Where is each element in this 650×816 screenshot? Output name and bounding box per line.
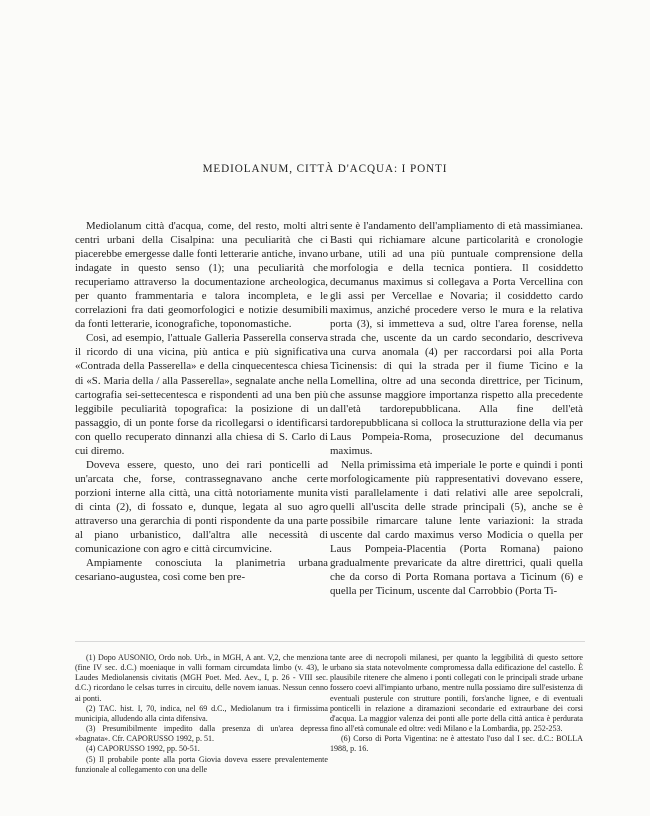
footnotes-left-column [75,653,328,775]
footnote-continuation: tante aree di necropoli milanesi, per quanto la leggibilità di questo settore urbano sia stata notevolmente compromessa dalla edificazione del castello. È plausibile ritenere che almeno i ponti collegati con le principali strade urbane fossero coevi all'impianto urbano, mentre nulla possiamo dire sull'esistenza di eventuali pusterule con strutture pontili, fors'anche lignee, e di eventuali ponticelli in relazione a diramazioni secondarie ed extraurbane dei corsi d'acqua. La maggior valenza dei ponti alle porte della città antica è perdurata fino all'età comunale ed oltre: vedi Milano e la Lombardia, pp. 252-253. [330,653,583,734]
paragraph-continuation: sente è l'andamento dell'ampliamento di età massimianea. Basti qui richiamare alcune particolarità e cronologie urbane, utili ad una più puntuale comprensione della morfologia e della tecnica pontiera. Il cosiddetto decumanus maximus si collegava a Porta Vercellina con gli assi per Vercellae e Novaria; il cosiddetto cardo maximus, anziché procedere verso le mura e la relativa porta (3), si immetteva a sud, oltre l'area forense, nella strada che, uscente da un cardo secondario, descriveva una curva anomala (4) per raccordarsi poi alla Porta Ticinensis: di qui la strada per il fiume Ticino e la Lomellina, oltre ad una seconda direttrice, per Ticinum, che assunse maggiore importanza rispetto alla precedente dall'età tardorepubblicana. Alla fine dell'età tardorepubblicana si colloca la strutturazione della via per Laus Pompeia-Roma, prosecuzione del decumanus maximus. [330,220,583,457]
footnote: (3) Presumibilmente impedito dalla presenza di un'area depressa «bagnata». Cfr. CAPORUSSO 1992, p. 51. [75,724,328,744]
paragraph: Ampiamente conosciuta la planimetria urbana cesariano-augustea, così come ben pre- [75,557,328,584]
page-title: MEDIOLANUM, CITTÀ D'ACQUA: I PONTI [202,163,448,175]
footnote: (6) Corso di Porta Vigentina: ne è attestato l'uso dal I sec. d.C.: BOLLA 1988, p. 16. [330,734,583,754]
paragraph: Mediolanum città d'acqua, come, del resto, molti altri centri urbani della Cisalpina: una peculiarità che ci piacerebbe emergesse dalle fonti letterarie antiche, invano indagate in questo senso (1); una peculiarità che recuperiamo attraverso la documentazione archeologica, per quanto frammentaria e talora incompleta, e le correlazioni fra dati geomorfologici e notizie desumibili da fonti letterarie, iconografiche, toponomastiche. [75,220,328,331]
footnote-divider [75,641,585,642]
main-text-right-column [330,219,583,598]
main-text-left-column [75,219,328,584]
footnote: (1) Dopo AUSONIO, Ordo nob. Urb., in MGH, A ant. V,2, che menziona (fine IV sec. d.C.) moeniaque in valli formam circumdata limbo (v. 43), le Laudes Mediolanensis civitatis (MGH Poet. Med. Aev., I, p. 26 - VIII sec. d.C.) ricordano le celsas turres in circuitu, delle novem ianuas. Nessun cenno ai ponti. [75,653,328,703]
footnote: (5) Il probabile ponte alla porta Giovia doveva essere prevalentemente funzionale al collegamento con una delle [75,754,328,774]
footnote: (4) CAPORUSSO 1992, pp. 50-51. [86,744,200,754]
paragraph: Nella primissima età imperiale le porte e quindi i ponti morfologicamente più rappresentativi dovevano essere, visti parallelamente i dati relativi alle aree sepolcrali, quelli all'uscita delle strade principali (5), anche se è possibile rimarcare talune lente variazioni: la strada uscente dal cardo maximus verso Modicia o quella per Laus Pompeia-Placentia (Porta Romana) paiono gradualmente prevaricate da altre direttrici, quali quella che da corso di Porta Romana portava a Ticinum (6) e quella per Ticinum, uscente dal Carrobbio (Porta Ti- [330,458,583,598]
footnote: (2) TAC. hist. I, 70, indica, nel 69 d.C., Mediolanum tra i firmissima municipia, alludendo alla cinta difensiva. [75,703,328,723]
footnotes-right-column [330,653,583,755]
paragraph: Così, ad esempio, l'attuale Galleria Passerella conserva il ricordo di una vicina, più antica e più significativa «Contrada della Passerella» e della cinquecentesca chiesa di «S. Maria della / alla Passerella», segnalate anche nella cartografia sei-settecentesca e rispondenti ad una ben più leggibile peculiarità topografica: la posizione di un passaggio, di un ponte forse da ricollegarsi o identificarsi con quello recuperato dinnanzi alla chiesa di S. Carlo di cui diremo. [75,332,328,457]
paragraph: Doveva essere, questo, uno dei rari ponticelli ad un'arcata che, forse, contrassegnavano anche certe porzioni interne alla città, una città notoriamente munita di cinta (2), di fossato e, dunque, legata al suo agro attraverso una gerarchia di ponti rispondente da una parte al piano urbanistico, dall'altra alle necessità di comunicazione con agro e città circumvicine. [75,458,328,556]
